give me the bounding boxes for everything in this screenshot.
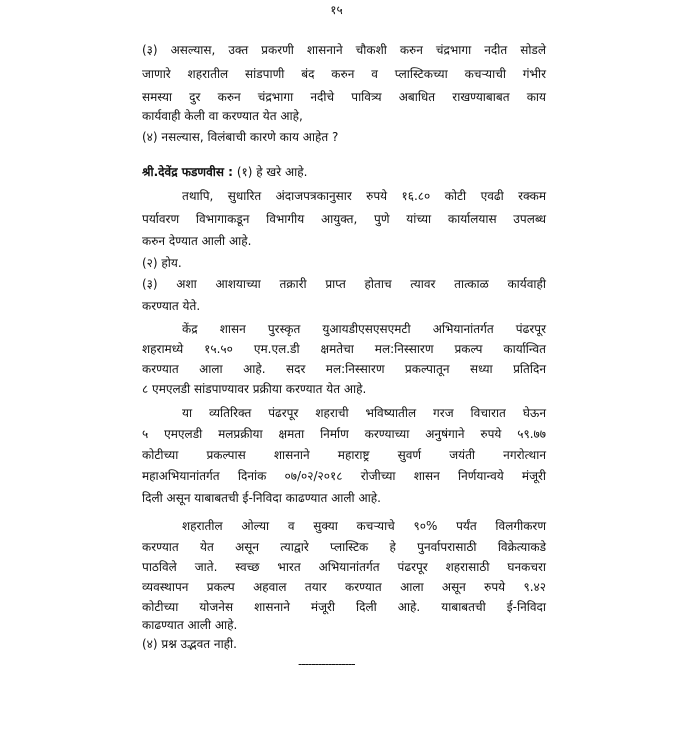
question-part3-line: समस्या दुर करुन चंद्रभागा नदीचे पावित्र्य अबाधित राखण्याबाबत काय	[142, 90, 546, 104]
answer-opening	[142, 164, 546, 180]
answer-part4: (४) प्रश्न उद्भवत नाही.	[142, 637, 237, 651]
answer-para3-line: महाअभियानांतर्गत दिनांक ०७/०२/२०१८ रोजीच्या शासन निर्णयान्वये मंजूरी	[142, 469, 546, 483]
answer-part3-line: (३) अशा आशयाच्या तक्रारी प्राप्त होताच त्यावर तात्काळ कार्यवाही	[142, 277, 546, 291]
answer-para3-line: दिली असून याबाबतची ई-निविदा काढण्यात आली आहे.	[142, 491, 381, 505]
answer-part2: (२) होय.	[142, 256, 182, 270]
answer-para2-line: शहरामध्ये १५.५० एम.एल.डी क्षमतेचा मल:निस्सारण प्रकल्प कार्यान्वित	[142, 342, 546, 356]
answer-para1-line: तथापि, सुधारित अंदाजपत्रकानुसार रुपये १६.८० कोटी एवढी रक्कम	[182, 189, 546, 203]
answer-para2-line: ८ एमएलडी सांडपाण्यावर प्रक्रीया करण्यात येत आहे.	[142, 382, 367, 396]
answer-para4-line: व्यवस्थापन प्रकल्प अहवाल तयार करण्यात आला असून रुपये ९.४२	[142, 580, 546, 594]
answer-para4-line: पाठविले जाते. स्वच्छ भारत अभियानांतर्गत पंढरपूर शहरासाठी घनकचरा	[142, 560, 546, 574]
answer-part3-line: करण्यात येते.	[142, 299, 201, 313]
answer-para3-line: ५ एमएलडी मलप्रक्रीया क्षमता निर्माण करण्याच्या अनुषंगाने रुपये ५९.७७	[142, 427, 546, 441]
answer-part1: (१) हे खरे आहे.	[236, 165, 308, 179]
speaker-name: श्री.देवेंद्र फडणवीस :	[142, 165, 233, 179]
closing-separator: -----------------	[298, 657, 355, 671]
question-part3-line: (३) असल्यास, उक्त प्रकरणी शासनाने चौकशी करुन चंद्रभागा नदीत सोडले	[142, 43, 546, 57]
answer-para2-line: करण्यात आला आहे. सदर मल:निस्सारण प्रकल्पातून सध्या प्रतिदिन	[142, 362, 546, 376]
answer-para4-line: काढण्यात आली आहे.	[142, 618, 238, 632]
page-number: १५	[330, 3, 343, 17]
question-part3-line: कार्यवाही केली वा करण्यात येत आहे,	[142, 109, 303, 123]
answer-para1-line: करुन देण्यात आली आहे.	[142, 234, 252, 248]
answer-para1-line: पर्यावरण विभागाकडून विभागीय आयुक्त, पुणे यांच्या कार्यालयास उपलब्ध	[142, 212, 546, 226]
answer-para2-line: केंद्र शासन पुरस्कृत युआयडीएसएसएमटी अभियानांतर्गत पंढरपूर	[182, 322, 546, 336]
question-part4: (४) नसल्यास, विलंबाची कारणे काय आहेत ?	[142, 130, 339, 144]
question-part3-line: जाणारे शहरातील सांडपाणी बंद करुन व प्लास्टिकच्या कचऱ्याची गंभीर	[142, 67, 546, 81]
answer-para3-line: या व्यतिरिक्त पंढरपूर शहराची भविष्यातील गरज विचारात घेऊन	[182, 406, 546, 420]
answer-para3-line: कोटीच्या प्रकल्पास शासनाने महाराष्ट्र सुवर्ण जयंती नगरोत्थान	[142, 448, 546, 462]
answer-para4-line: शहरातील ओल्या व सुक्या कचऱ्याचे ९०% पर्यंत विलगीकरण	[182, 519, 546, 533]
answer-para4-line: करण्यात येत असून त्याद्वारे प्लास्टिक हे पुनर्वापरासाठी विक्रेत्याकडे	[142, 540, 546, 554]
answer-para4-line: कोटीच्या योजनेस शासनाने मंजूरी दिली आहे. याबाबतची ई-निविदा	[142, 600, 546, 614]
